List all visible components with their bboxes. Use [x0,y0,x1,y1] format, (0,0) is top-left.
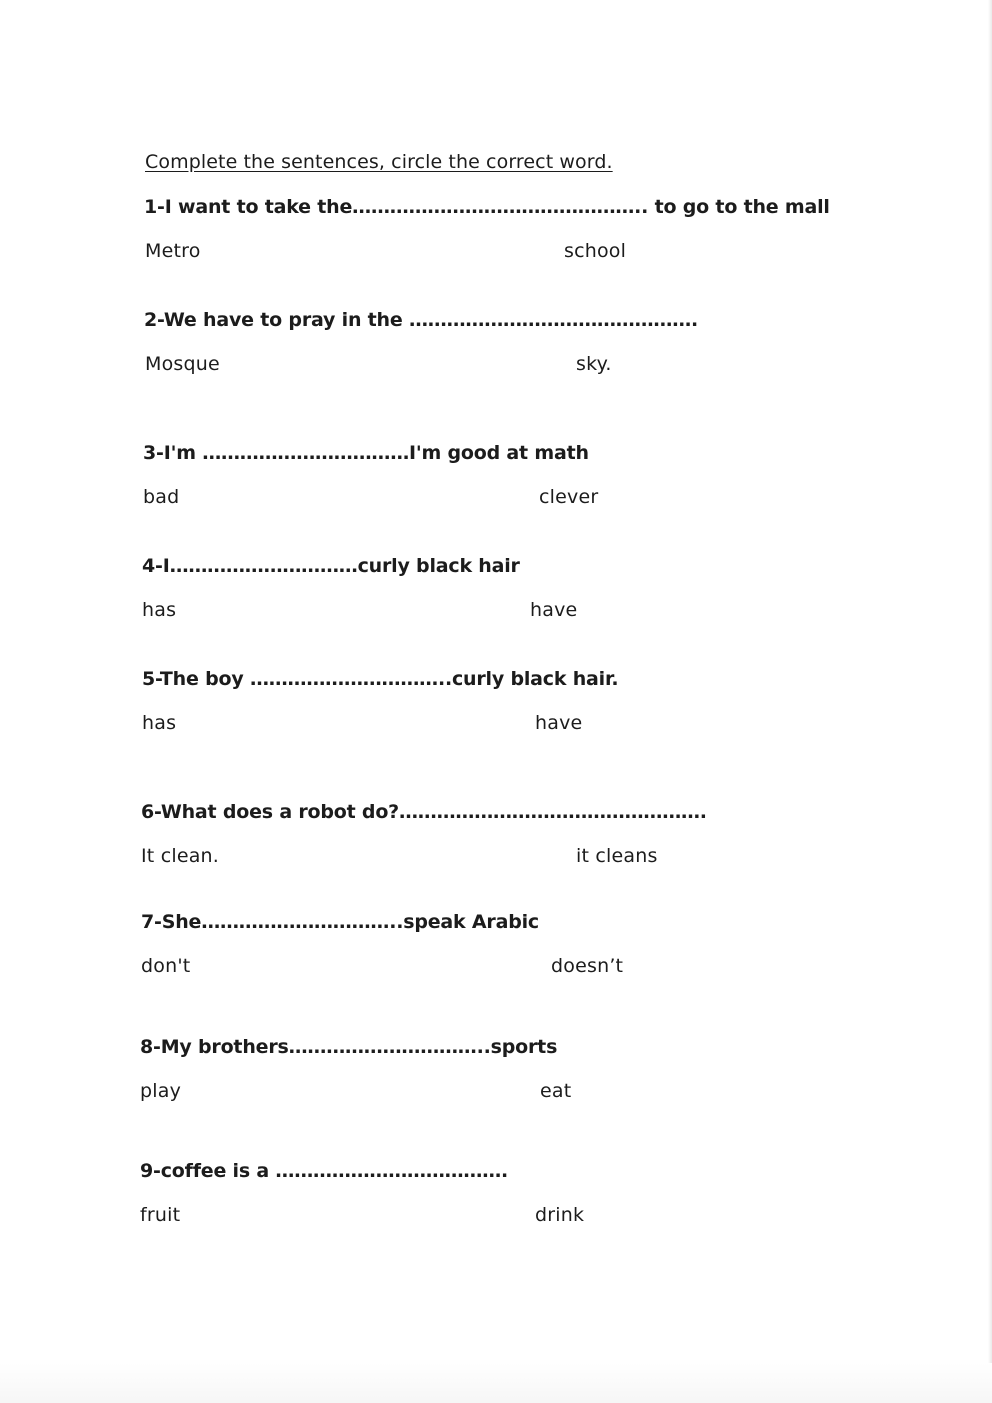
question-5-option-b[interactable]: have [535,712,583,734]
instruction-heading: Complete the sentences, circle the correct word. [145,151,613,173]
question-2-option-a[interactable]: Mosque [145,353,220,375]
question-3-option-b[interactable]: clever [539,486,599,508]
scan-shadow-right [988,0,992,1403]
question-9-option-a[interactable]: fruit [140,1204,181,1226]
question-3-option-a[interactable]: bad [143,486,180,508]
question-6-option-a[interactable]: It clean. [141,845,220,867]
question-4: 4-I…………………………curly black hair [142,555,520,577]
question-8-option-a[interactable]: play [140,1080,182,1102]
question-9: 9-coffee is a ………………………………. [140,1160,509,1182]
question-9-option-b[interactable]: drink [535,1204,585,1226]
scan-shadow-bottom [0,1363,992,1403]
question-5: 5-The boy …………………………..curly black hair. [142,668,619,690]
question-8: 8-My brothers…………………………..sports [140,1036,558,1058]
question-3: 3-I'm ……………………………I'm good at math [143,442,589,464]
question-2-option-b[interactable]: sky. [576,353,612,375]
question-6-option-b[interactable]: it cleans [576,845,658,867]
question-4-option-b[interactable]: have [530,599,578,621]
question-8-option-b[interactable]: eat [540,1080,572,1102]
question-4-option-a[interactable]: has [142,599,177,621]
question-7-option-a[interactable]: don't [141,955,191,977]
question-7-option-b[interactable]: doesn’t [551,955,624,977]
question-6: 6-What does a robot do?…………………………………………. [141,801,707,823]
question-1-option-a[interactable]: Metro [145,240,201,262]
question-5-option-a[interactable]: has [142,712,177,734]
question-7: 7-She…………………………..speak Arabic [141,911,539,933]
question-1-option-b[interactable]: school [564,240,627,262]
question-2: 2-We have to pray in the ………………………………………. [144,309,699,331]
question-1: 1-I want to take the……………………………………….. to go to the mall [144,196,830,218]
